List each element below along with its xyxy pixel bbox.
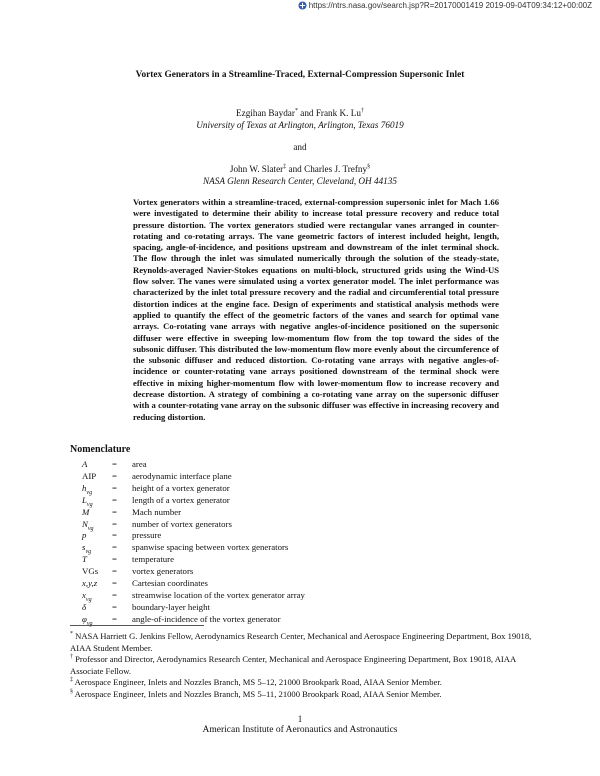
- nomenclature-symbol: [82, 459, 112, 471]
- nomenclature-equals: =: [112, 470, 117, 481]
- abstract: Vortex generators within a streamline-traced, external-compression supersonic inlet for Mach 1.66 were investigated to determine their ability to increase total pressure recovery and reduce total pressure distortion. The vortex generators studied were rectangular vanes arranged in counter-rotating and co-rotating arrays. The vane geometric factors of interest included height, length, spacing, angle-of-incidence, and positions upstream and downstream of the inlet terminal shock. The flow through the inlet was simulated numerically through the solution of the steady-state, Reynolds-averaged Navier-Stokes equations on multi-block, structured grids using the Wind-US flow solver. The vanes were simulated using a vortex generator model. The inlet performance was characterized by the inlet total pressure recovery and the radial and circumferential total pressure distortion indices at the engine face. Design of experiments and statistical analysis methods were applied to quantify the effect of the geometric factors of the vanes and search for optimal vane arrays. Co-rotating vane arrays with negative angles-of-incidence positioned on the supersonic diffuser were effective in sweeping low-momentum flow from the top toward the sides of the subsonic diffuser. This distributed the low-momentum flow more evenly about the circumference of the subsonic diffuser and reduced distortion. Co-rotating vane arrays with negative angles-of-incidence or counter-rotating vane arrays positioned downstream of the terminal shock were effective in mixing higher-momentum flow with lower-momentum flow to increase recovery and decrease distortion. A strategy of combining a co-rotating vane array on the supersonic diffuser with a counter-rotating vane array on the subsonic diffuser was effective in increasing recovery and reducing distortion.: [133, 197, 499, 422]
- symbol-base: A: [82, 459, 88, 469]
- footnotes: [70, 631, 540, 701]
- footnote-text: Professor and Director, Aerodynamics Research Center, Mechanical and Aerospace Engineering Department, Box 19018, AIAA Associate Fellow.: [70, 654, 516, 676]
- symbol-base: s: [82, 542, 86, 553]
- nomenclature-symbol: [82, 519, 112, 531]
- nomenclature-definition: length of a vortex generator: [132, 494, 230, 505]
- footnote-mark: *: [70, 631, 73, 638]
- symbol-base: δ: [82, 601, 87, 612]
- symbol-base: x: [82, 589, 86, 600]
- symbol-base: L: [82, 494, 87, 505]
- author-conjunction: and: [286, 164, 305, 174]
- nomenclature-definition: angle-of-incidence of the vortex generator: [132, 613, 281, 624]
- nomenclature-row: [82, 590, 305, 602]
- footnote: [70, 677, 540, 689]
- nomenclature-row: [82, 519, 305, 531]
- nomenclature-equals: =: [112, 459, 117, 469]
- symbol-base: VGs: [82, 566, 99, 577]
- nomenclature-equals: =: [112, 494, 117, 505]
- nomenclature-definition: Mach number: [132, 506, 182, 517]
- nomenclature-symbol: [82, 542, 112, 554]
- footnote-mark: *: [294, 107, 298, 114]
- nomenclature-table: [82, 459, 305, 626]
- nomenclature-row: [82, 483, 305, 495]
- nomenclature-definition: number of vortex generators: [132, 518, 232, 529]
- author-name: Frank K. Lu: [315, 108, 361, 118]
- author-name: Charles J. Trefny: [304, 164, 368, 174]
- symbol-base: x,y,z: [82, 578, 98, 589]
- nomenclature-row: [82, 459, 305, 471]
- nomenclature-equals: =: [112, 542, 117, 553]
- authors-line-1: [0, 108, 600, 118]
- ntrs-stamp[interactable]: [298, 1, 592, 10]
- footnote-text: Aerospace Engineer, Inlets and Nozzles Branch, MS 5–11, 21000 Brookpark Road, AIAA Senior Member.: [73, 688, 442, 699]
- author-name: John W. Slater: [229, 164, 284, 174]
- page-number: 1: [297, 714, 303, 724]
- nomenclature-equals: =: [112, 566, 117, 577]
- nomenclature-symbol: [82, 554, 112, 566]
- nomenclature-equals: =: [112, 530, 117, 541]
- nomenclature-definition: streamwise location of the vortex generator array: [132, 589, 305, 600]
- affiliation-1: University of Texas at Arlington, Arlington, Texas 76019: [196, 120, 404, 130]
- nomenclature-symbol: [82, 614, 112, 626]
- nomenclature-equals: =: [112, 506, 117, 517]
- symbol-subscript: vg: [86, 489, 93, 496]
- footnote-text: NASA Harriett G. Jenkins Fellow, Aerodynamics Research Center, Mechanical and Aerospace Engineering Department, Box 19018, AIAA Student Member.: [70, 631, 532, 653]
- symbol-base: M: [82, 506, 90, 517]
- footnote: [70, 631, 540, 654]
- nomenclature-row: [82, 495, 305, 507]
- footnote-divider: [70, 625, 204, 626]
- nomenclature-row: [82, 554, 305, 566]
- footnote-text: Aerospace Engineer, Inlets and Nozzles Branch, MS 5–12, 21000 Brookpark Road, AIAA Senior Member.: [73, 677, 442, 688]
- footnote: [70, 689, 540, 701]
- page-footer: American Institute of Aeronautics and Astronautics: [202, 725, 398, 735]
- footnote-mark: ‡: [283, 163, 287, 170]
- ntrs-link-icon: [298, 1, 307, 10]
- footnote-mark: §: [70, 689, 73, 696]
- nomenclature-definition: aerodynamic interface plane: [132, 470, 232, 481]
- nomenclature-definition: spanwise spacing between vortex generators: [132, 542, 289, 553]
- symbol-base: h: [82, 482, 87, 493]
- nomenclature-definition: height of a vortex generator: [132, 482, 230, 493]
- symbol-base: AIP: [82, 470, 97, 481]
- symbol-base: N: [82, 518, 88, 529]
- nomenclature-heading: Nomenclature: [70, 444, 131, 455]
- nomenclature-symbol: [82, 566, 112, 578]
- nomenclature-symbol: [82, 483, 112, 495]
- author-group-separator: and: [293, 142, 307, 152]
- nomenclature-row: [82, 602, 305, 614]
- nomenclature-definition: Cartesian coordinates: [132, 578, 208, 589]
- symbol-subscript: vg: [86, 501, 93, 508]
- symbol-subscript: vg: [86, 620, 93, 627]
- nomenclature-equals: =: [112, 613, 117, 624]
- nomenclature-definition: boundary-layer height: [132, 601, 210, 612]
- authors-line-2: [0, 164, 600, 174]
- symbol-base: p: [82, 530, 87, 541]
- nomenclature-symbol: [82, 471, 112, 483]
- footnote: [70, 654, 540, 677]
- symbol-subscript: vg: [87, 525, 94, 532]
- nomenclature-symbol: [82, 530, 112, 542]
- nomenclature-equals: =: [112, 578, 117, 589]
- symbol-base: φ: [82, 613, 87, 624]
- nomenclature-row: [82, 566, 305, 578]
- nomenclature-row: [82, 530, 305, 542]
- nomenclature-symbol: [82, 507, 112, 519]
- symbol-base: T: [82, 554, 87, 565]
- author-name: Ezgihan Baydar: [236, 108, 295, 118]
- nomenclature-definition: pressure: [132, 530, 162, 541]
- nomenclature-equals: =: [112, 554, 117, 565]
- symbol-subscript: vg: [85, 549, 92, 556]
- footnote-mark: ‡: [70, 677, 73, 684]
- nomenclature-symbol: [82, 578, 112, 590]
- nomenclature-definition: area: [132, 459, 147, 469]
- paper-title: Vortex Generators in a Streamline-Traced, External-Compression Supersonic Inlet: [135, 70, 465, 80]
- nomenclature-equals: =: [112, 518, 117, 529]
- footnote-mark: †: [360, 107, 364, 114]
- nomenclature-symbol: [82, 495, 112, 507]
- nomenclature-row: [82, 578, 305, 590]
- nomenclature-row: [82, 614, 305, 626]
- nomenclature-symbol: [82, 590, 112, 602]
- affiliation-2: NASA Glenn Research Center, Cleveland, OH 44135: [203, 176, 397, 186]
- nomenclature-row: [82, 542, 305, 554]
- nomenclature-definition: vortex generators: [132, 566, 194, 577]
- footnote-mark: §: [367, 163, 371, 170]
- author-conjunction: and: [297, 108, 316, 118]
- nomenclature-equals: =: [112, 589, 117, 600]
- symbol-subscript: vg: [85, 596, 92, 603]
- nomenclature-row: [82, 507, 305, 519]
- nomenclature-row: [82, 471, 305, 483]
- nomenclature-equals: =: [112, 601, 117, 612]
- nomenclature-equals: =: [112, 482, 117, 493]
- footnote-mark: †: [70, 654, 73, 661]
- nomenclature-definition: temperature: [132, 554, 175, 565]
- nomenclature-symbol: [82, 602, 112, 614]
- ntrs-url[interactable]: https://ntrs.nasa.gov/search.jsp?R=20170001419 2019-09-04T09:34:12+00:00Z: [308, 1, 592, 10]
